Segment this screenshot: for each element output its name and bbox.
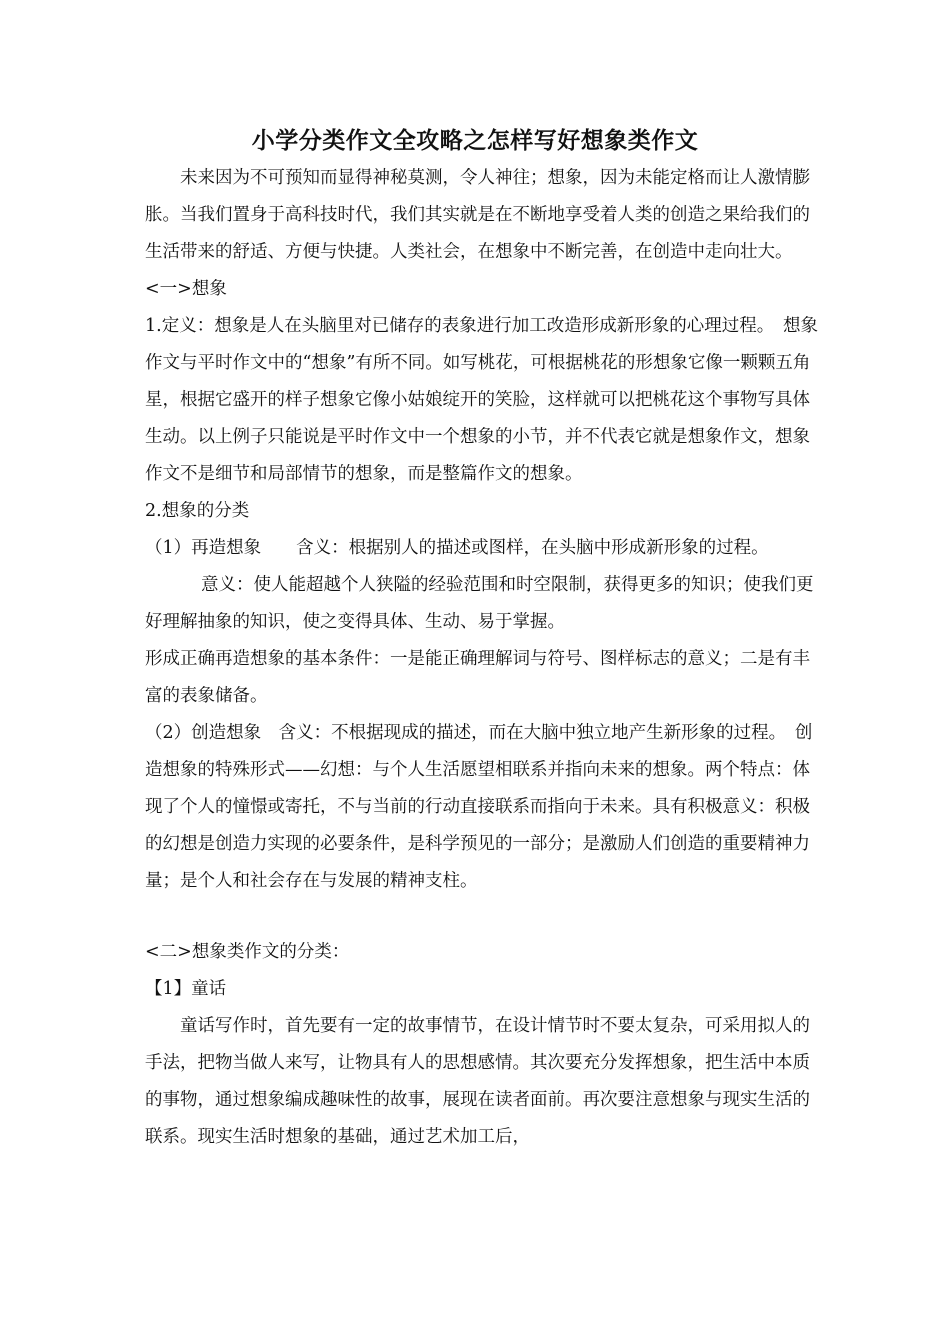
classification-heading: 2.想象的分类 xyxy=(145,501,250,521)
creative-imagination-paragraph: （2）创造想象 含义：不根据现成的描述，而在大脑中独立地产生新形象的过程。 创造想象的特殊形式——幻想：与个人生活愿望相联系并指向未来的想象。两个特点：体现了个人的憧憬或寄托，不与当前的行动直接联系而指向于未来。具有积极意义：积极的幻想是创造力实现的必要条件，是科学预见的一部分；是激励人们创造的重要精神力量；是个人和社会存在与发展的精神支柱。 xyxy=(145,723,813,891)
reconstructive-meaning-paragraph: 意义：使人能超越个人狭隘的经验范围和时空限制，获得更多的知识；使我们更好理解抽象的知识，使之变得具体、生动、易于掌握。 xyxy=(145,575,814,632)
definition-paragraph: 1.定义：想象是人在头脑里对已储存的表象进行加工改造形成新形象的心理过程。 想象作文与平时作文中的“想象”有所不同。如写桃花，可根据桃花的形想象它像一颗颗五角星，根据它盛开的样子想象它像小姑娘绽开的笑脸，这样就可以把桃花这个事物写具体生动。以上例子只能说是平时作文中一个想象的小节，并不代表它就是想象作文，想象作文不是细节和局部情节的想象，而是整篇作文的想象。 xyxy=(145,316,818,484)
reconstructive-imagination-paragraph: （1）再造想象 含义：根据别人的描述或图样，在头脑中形成新形象的过程。 xyxy=(145,538,769,558)
document-body xyxy=(145,160,825,1156)
section1-heading: <一>想象 xyxy=(145,279,227,299)
fairy-tale-paragraph: 童话写作时，首先要有一定的故事情节，在设计情节时不要太复杂，可采用拟人的手法，把物当做人来写，让物具有人的思想感情。其次要充分发挥想象，把生活中本质的事物，通过想象编成趣味性的故事，展现在读者面前。再次要注意想象与现实生活的联系。现实生活时想象的基础，通过艺术加工后， xyxy=(145,1016,810,1147)
page-title: 小学分类作文全攻略之怎样写好想象类作文 xyxy=(251,128,699,154)
blank-line xyxy=(145,900,825,934)
section2-heading: <二>想象类作文的分类： xyxy=(145,942,350,962)
reconstructive-conditions-paragraph: 形成正确再造想象的基本条件：一是能正确理解词与符号、图样标志的意义；二是有丰富的表象储备。 xyxy=(145,649,810,706)
intro-paragraph: 未来因为不可预知而显得神秘莫测，令人神往；想象，因为未能定格而让人激情膨胀。当我们置身于高科技时代，我们其实就是在不断地享受着人类的创造之果给我们的生活带来的舒适、方便与快捷。人类社会，在想象中不断完善，在创造中走向壮大。 xyxy=(145,168,810,262)
fairy-tale-heading: 【1】童话 xyxy=(145,979,227,999)
